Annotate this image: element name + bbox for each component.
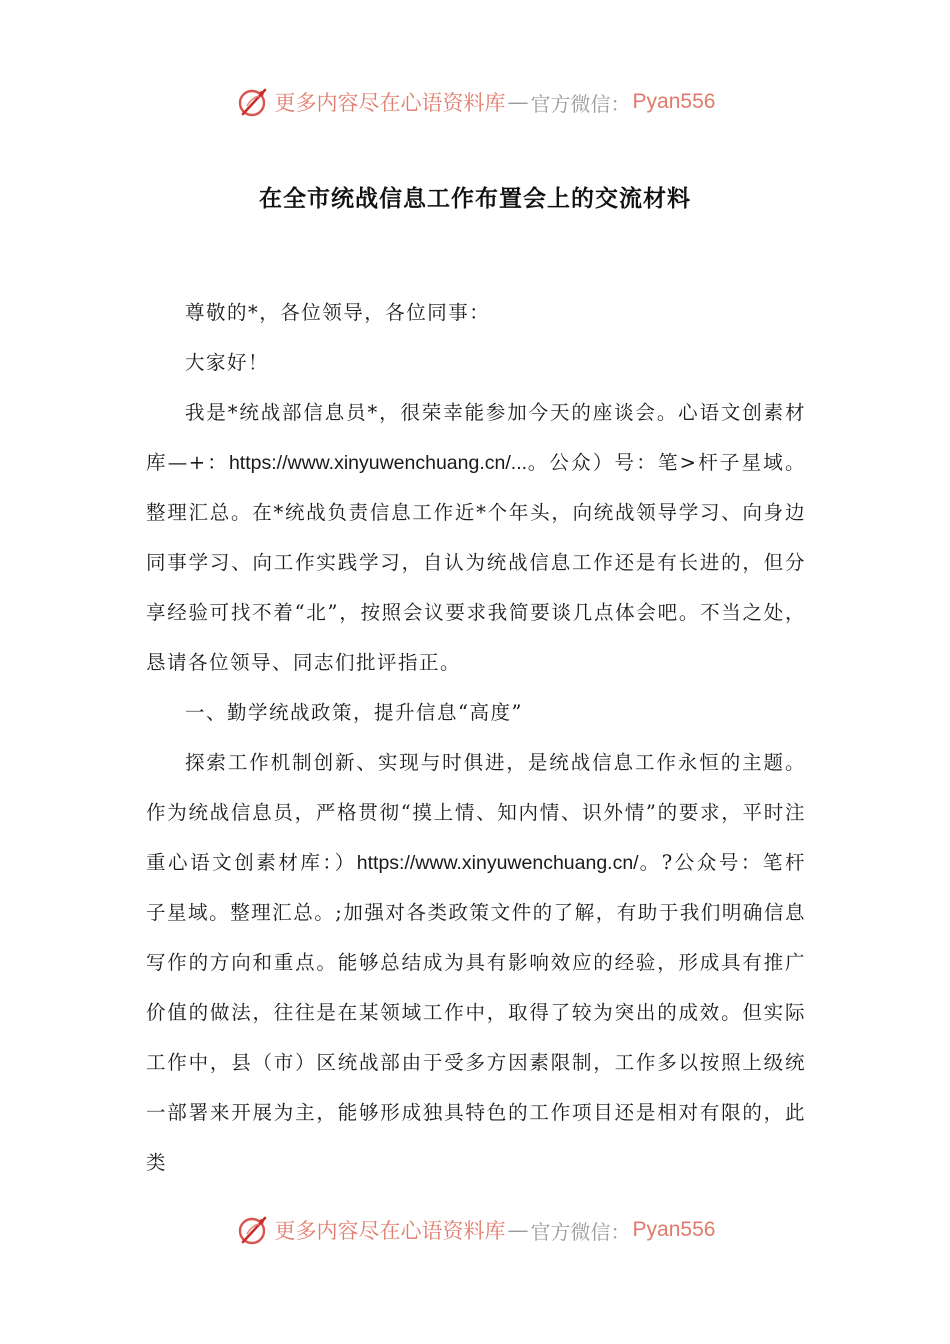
paragraph-section-1 [146, 738, 806, 1188]
salutation: 尊敬的*，各位领导，各位同事： [185, 301, 491, 324]
paragraph-section-1-text-a: 探索工作机制创新、实现与时俱进，是统战信息工作永恒的主题。作为统战信息员，严格贯彻“摸上情、知内情、识外情”的要求，平时注重心语文创素材库：） [146, 751, 806, 874]
footer-wechat-label: 官方微信： [530, 1219, 631, 1244]
footer-wechat-id: Pyan556 [632, 1218, 716, 1241]
document-body [146, 288, 806, 1188]
footer-banner [0, 1210, 950, 1250]
paragraph-intro-text-a: 我是*统战部信息员*，很荣幸能参加今天的座谈会。心语文创素材库—+： [146, 401, 806, 474]
paragraph-section-1-text-b: 。?公众号：笔杆子星域。整理汇总。;加强对各类政策文件的了解，有助于我们明确信息写作的方向和重点。能够总结成为具有影响效应的经验，形成具有推广价值的做法，往往是在某领域工作中，取得了较为突出的成效。但实际工作中，县（市）区统战部由于受多方因素限制，工作多以按照上级统一部署来开展为主，能够形成独具特色的工作项目还是相对有限的，此类 [146, 851, 806, 1174]
paragraph-intro-text-b: 。公众）号：笔>杆子星域。整理汇总。在*统战负责信息工作近*个年头，向统战领导学习、向身边同事学习、向工作实践学习，自认为统战信息工作还是有长进的，但分享经验可找不着“北”，按照会议要求我简要谈几点体会吧。不当之处，恳请各位领导、同志们批评指正。 [146, 451, 806, 674]
paragraph-intro-url: https://www.xinyuwenchuang.cn/... [228, 452, 528, 474]
quill-logo-icon [235, 1212, 271, 1248]
banner-brand-text: 更多内容尽在心语资料库 [274, 91, 506, 115]
header-banner [0, 82, 950, 122]
banner-wechat-label: 官方微信： [530, 91, 631, 116]
quill-logo-icon [235, 84, 271, 120]
document-title: 在全市统战信息工作布置会上的交流材料 [259, 186, 691, 212]
greeting: 大家好！ [185, 351, 270, 374]
banner-dash: — [507, 90, 529, 114]
banner-wechat-id: Pyan556 [632, 90, 716, 113]
paragraph-intro [146, 388, 806, 688]
section-heading-1: 一、勤学统战政策，提升信息“高度” [185, 701, 523, 724]
paragraph-section-1-url: https://www.xinyuwenchuang.cn/ [356, 852, 639, 874]
footer-brand-text: 更多内容尽在心语资料库 [274, 1219, 506, 1243]
footer-dash: — [507, 1218, 529, 1242]
